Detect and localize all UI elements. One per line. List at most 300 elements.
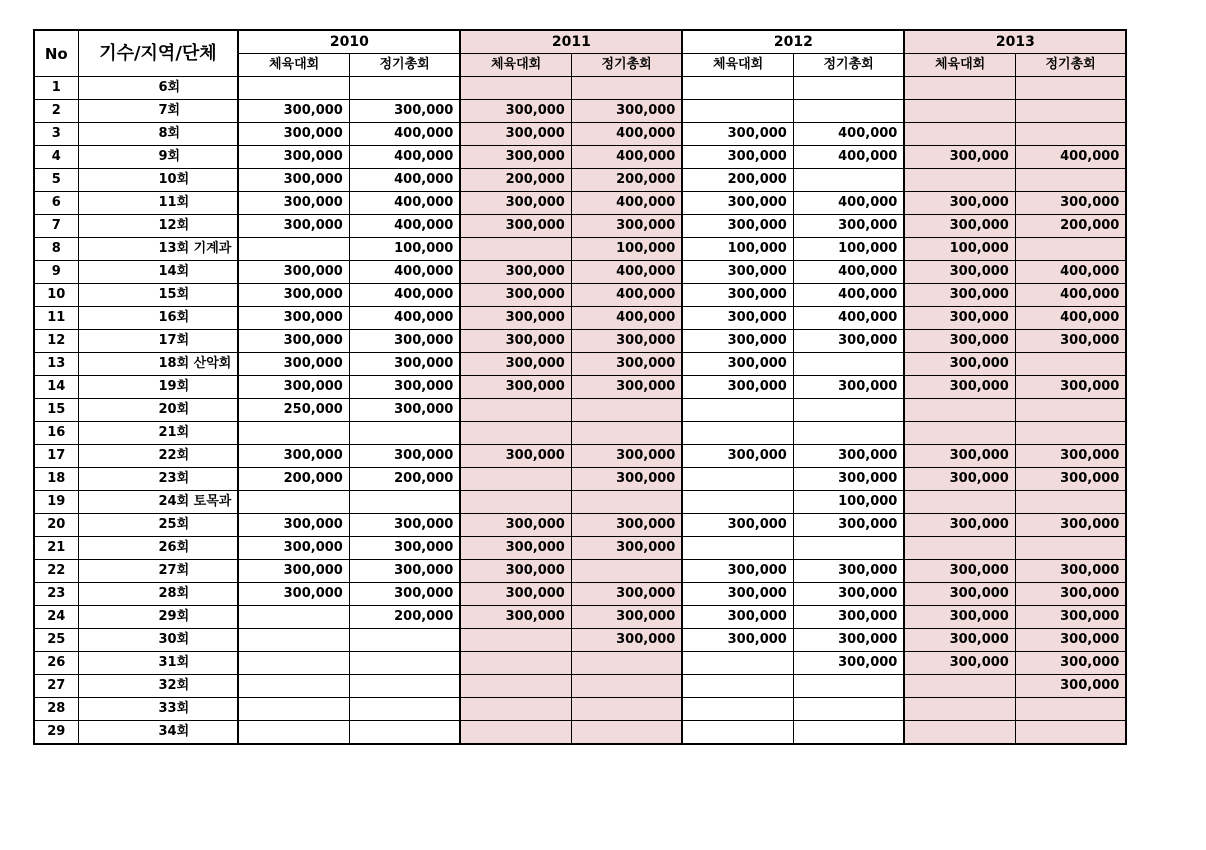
general-meeting-amount [793, 169, 904, 192]
sports-day-amount: 300,000 [904, 629, 1015, 652]
general-meeting-amount [1015, 238, 1126, 261]
group-name: 11회 [78, 192, 238, 215]
general-meeting-amount: 400,000 [1015, 307, 1126, 330]
general-meeting-amount: 300,000 [349, 560, 460, 583]
sports-day-amount: 300,000 [682, 514, 793, 537]
row-number: 24 [34, 606, 78, 629]
row-number: 10 [34, 284, 78, 307]
sports-day-amount: 300,000 [682, 192, 793, 215]
sports-day-amount: 300,000 [238, 284, 349, 307]
general-meeting-amount: 300,000 [571, 468, 682, 491]
group-name: 26회 [78, 537, 238, 560]
sports-day-amount: 300,000 [682, 353, 793, 376]
sports-day-amount: 300,000 [904, 330, 1015, 353]
group-name: 22회 [78, 445, 238, 468]
sports-day-amount [682, 399, 793, 422]
row-number: 2 [34, 100, 78, 123]
group-header: 기수/지역/단체 [78, 30, 238, 77]
general-meeting-amount: 400,000 [793, 123, 904, 146]
general-meeting-amount: 300,000 [793, 652, 904, 675]
sports-day-amount: 300,000 [460, 330, 571, 353]
general-meeting-amount [793, 399, 904, 422]
general-meeting-amount [1015, 100, 1126, 123]
row-number: 6 [34, 192, 78, 215]
sports-day-amount: 300,000 [238, 583, 349, 606]
table-row [34, 399, 1126, 422]
event-header-sports: 체육대회 [238, 54, 349, 77]
sports-day-amount: 300,000 [682, 560, 793, 583]
general-meeting-amount [1015, 721, 1126, 745]
general-meeting-amount [571, 399, 682, 422]
row-number: 12 [34, 330, 78, 353]
sports-day-amount [238, 698, 349, 721]
sports-day-amount: 300,000 [682, 215, 793, 238]
table-row [34, 606, 1126, 629]
sports-day-amount: 300,000 [460, 192, 571, 215]
general-meeting-amount [349, 629, 460, 652]
table-row [34, 445, 1126, 468]
year-header-2013: 2013 [904, 30, 1126, 54]
sports-day-amount: 300,000 [238, 307, 349, 330]
sports-day-amount: 300,000 [904, 353, 1015, 376]
sports-day-amount: 300,000 [238, 169, 349, 192]
sports-day-amount: 250,000 [238, 399, 349, 422]
row-number: 22 [34, 560, 78, 583]
general-meeting-amount: 400,000 [349, 307, 460, 330]
general-meeting-amount: 300,000 [793, 468, 904, 491]
general-meeting-amount: 300,000 [1015, 192, 1126, 215]
sports-day-amount [904, 77, 1015, 100]
general-meeting-amount: 300,000 [793, 514, 904, 537]
sports-day-amount [904, 169, 1015, 192]
general-meeting-amount: 400,000 [349, 192, 460, 215]
group-name: 17회 [78, 330, 238, 353]
general-meeting-amount [571, 675, 682, 698]
sports-day-amount: 300,000 [682, 330, 793, 353]
group-name: 16회 [78, 307, 238, 330]
general-meeting-amount [793, 422, 904, 445]
general-meeting-amount: 300,000 [349, 399, 460, 422]
general-meeting-amount: 300,000 [793, 583, 904, 606]
general-meeting-amount: 300,000 [571, 537, 682, 560]
general-meeting-amount [349, 698, 460, 721]
row-number: 26 [34, 652, 78, 675]
header-row-years [34, 30, 1126, 54]
general-meeting-amount [1015, 123, 1126, 146]
row-number: 15 [34, 399, 78, 422]
sports-day-amount: 300,000 [682, 307, 793, 330]
general-meeting-amount: 300,000 [1015, 606, 1126, 629]
general-meeting-amount: 100,000 [571, 238, 682, 261]
row-number: 16 [34, 422, 78, 445]
sports-day-amount [460, 721, 571, 745]
sports-day-amount: 100,000 [682, 238, 793, 261]
general-meeting-amount [571, 560, 682, 583]
group-name: 31회 [78, 652, 238, 675]
sports-day-amount [682, 77, 793, 100]
general-meeting-amount: 300,000 [571, 100, 682, 123]
table-row [34, 100, 1126, 123]
general-meeting-amount: 400,000 [793, 307, 904, 330]
general-meeting-amount [571, 721, 682, 745]
table-row [34, 169, 1126, 192]
sports-day-amount: 300,000 [904, 146, 1015, 169]
sports-day-amount: 300,000 [904, 445, 1015, 468]
sports-day-amount [904, 721, 1015, 745]
general-meeting-amount [793, 77, 904, 100]
general-meeting-amount: 400,000 [349, 169, 460, 192]
sports-day-amount [460, 629, 571, 652]
sports-day-amount: 300,000 [682, 123, 793, 146]
table-row [34, 284, 1126, 307]
sports-day-amount [682, 468, 793, 491]
group-name: 28회 [78, 583, 238, 606]
sports-day-amount: 300,000 [682, 284, 793, 307]
sports-day-amount: 300,000 [904, 560, 1015, 583]
sports-day-amount: 300,000 [460, 261, 571, 284]
sports-day-amount: 300,000 [460, 353, 571, 376]
general-meeting-amount [349, 721, 460, 745]
sports-day-amount [460, 238, 571, 261]
row-number: 17 [34, 445, 78, 468]
sports-day-amount: 300,000 [904, 376, 1015, 399]
general-meeting-amount [349, 675, 460, 698]
sports-day-amount: 300,000 [904, 514, 1015, 537]
sports-day-amount: 300,000 [238, 353, 349, 376]
sports-day-amount: 300,000 [682, 261, 793, 284]
sports-day-amount [904, 123, 1015, 146]
sports-day-amount [904, 399, 1015, 422]
group-name: 23회 [78, 468, 238, 491]
row-number: 7 [34, 215, 78, 238]
sports-day-amount: 300,000 [682, 445, 793, 468]
sports-day-amount [238, 238, 349, 261]
sports-day-amount: 300,000 [238, 514, 349, 537]
general-meeting-amount [1015, 698, 1126, 721]
general-meeting-amount [571, 77, 682, 100]
general-meeting-amount: 300,000 [571, 445, 682, 468]
sports-day-amount: 300,000 [904, 468, 1015, 491]
general-meeting-amount [349, 77, 460, 100]
table-row [34, 261, 1126, 284]
year-header-2010: 2010 [238, 30, 460, 54]
row-number: 21 [34, 537, 78, 560]
general-meeting-amount: 300,000 [1015, 652, 1126, 675]
general-meeting-amount: 200,000 [349, 606, 460, 629]
contribution-table [33, 29, 1127, 745]
sports-day-amount: 300,000 [904, 606, 1015, 629]
sports-day-amount [460, 675, 571, 698]
sports-day-amount: 300,000 [460, 583, 571, 606]
sports-day-amount [682, 422, 793, 445]
sports-day-amount [904, 100, 1015, 123]
group-name: 20회 [78, 399, 238, 422]
sports-day-amount [682, 675, 793, 698]
sports-day-amount [238, 721, 349, 745]
general-meeting-amount: 300,000 [349, 514, 460, 537]
table-row [34, 330, 1126, 353]
row-number: 20 [34, 514, 78, 537]
event-header-assembly: 정기총회 [793, 54, 904, 77]
general-meeting-amount [349, 422, 460, 445]
row-number: 3 [34, 123, 78, 146]
general-meeting-amount: 400,000 [571, 192, 682, 215]
table-row [34, 491, 1126, 514]
general-meeting-amount [571, 491, 682, 514]
sports-day-amount [904, 491, 1015, 514]
sports-day-amount [460, 491, 571, 514]
sports-day-amount [460, 468, 571, 491]
sports-day-amount: 300,000 [460, 123, 571, 146]
sports-day-amount [904, 537, 1015, 560]
general-meeting-amount [1015, 169, 1126, 192]
row-number: 13 [34, 353, 78, 376]
general-meeting-amount: 200,000 [349, 468, 460, 491]
group-name: 21회 [78, 422, 238, 445]
event-header-assembly: 정기총회 [571, 54, 682, 77]
general-meeting-amount: 300,000 [793, 629, 904, 652]
row-number: 4 [34, 146, 78, 169]
general-meeting-amount: 400,000 [571, 146, 682, 169]
general-meeting-amount: 300,000 [571, 330, 682, 353]
general-meeting-amount: 300,000 [349, 100, 460, 123]
general-meeting-amount: 400,000 [349, 146, 460, 169]
sports-day-amount [238, 606, 349, 629]
group-name: 30회 [78, 629, 238, 652]
table-row [34, 123, 1126, 146]
sports-day-amount [460, 652, 571, 675]
row-number: 8 [34, 238, 78, 261]
group-name: 9회 [78, 146, 238, 169]
general-meeting-amount: 400,000 [1015, 146, 1126, 169]
group-name: 27회 [78, 560, 238, 583]
table-row [34, 146, 1126, 169]
general-meeting-amount [1015, 537, 1126, 560]
sports-day-amount [238, 422, 349, 445]
sports-day-amount: 300,000 [238, 215, 349, 238]
general-meeting-amount: 300,000 [793, 376, 904, 399]
sports-day-amount [238, 652, 349, 675]
general-meeting-amount: 300,000 [1015, 675, 1126, 698]
table-row [34, 238, 1126, 261]
sports-day-amount: 300,000 [238, 123, 349, 146]
sports-day-amount: 200,000 [460, 169, 571, 192]
group-name: 7회 [78, 100, 238, 123]
general-meeting-amount [793, 100, 904, 123]
general-meeting-amount: 300,000 [793, 560, 904, 583]
sports-day-amount [682, 491, 793, 514]
general-meeting-amount: 400,000 [571, 123, 682, 146]
general-meeting-amount [349, 652, 460, 675]
group-name: 10회 [78, 169, 238, 192]
general-meeting-amount: 100,000 [793, 491, 904, 514]
table-row [34, 192, 1126, 215]
group-name: 34회 [78, 721, 238, 745]
event-header-sports: 체육대회 [460, 54, 571, 77]
general-meeting-amount [1015, 77, 1126, 100]
row-number: 9 [34, 261, 78, 284]
sports-day-amount: 100,000 [904, 238, 1015, 261]
row-number: 19 [34, 491, 78, 514]
sports-day-amount: 200,000 [238, 468, 349, 491]
sports-day-amount: 300,000 [682, 629, 793, 652]
row-number: 18 [34, 468, 78, 491]
sports-day-amount: 300,000 [238, 445, 349, 468]
sports-day-amount: 300,000 [904, 307, 1015, 330]
group-name: 8회 [78, 123, 238, 146]
group-name: 19회 [78, 376, 238, 399]
general-meeting-amount: 100,000 [349, 238, 460, 261]
sports-day-amount: 300,000 [238, 146, 349, 169]
sports-day-amount [238, 675, 349, 698]
row-number: 27 [34, 675, 78, 698]
sports-day-amount [238, 629, 349, 652]
sports-day-amount: 300,000 [682, 606, 793, 629]
sports-day-amount: 300,000 [460, 606, 571, 629]
sports-day-amount [460, 399, 571, 422]
table-row [34, 422, 1126, 445]
general-meeting-amount [793, 353, 904, 376]
sports-day-amount: 300,000 [238, 100, 349, 123]
sports-day-amount: 300,000 [682, 376, 793, 399]
table-row [34, 675, 1126, 698]
general-meeting-amount: 300,000 [1015, 629, 1126, 652]
general-meeting-amount: 300,000 [571, 353, 682, 376]
general-meeting-amount [571, 698, 682, 721]
sports-day-amount: 300,000 [682, 583, 793, 606]
general-meeting-amount: 300,000 [349, 537, 460, 560]
general-meeting-amount: 400,000 [349, 215, 460, 238]
general-meeting-amount: 400,000 [793, 261, 904, 284]
general-meeting-amount: 300,000 [1015, 330, 1126, 353]
sports-day-amount: 300,000 [460, 445, 571, 468]
row-number: 23 [34, 583, 78, 606]
sports-day-amount [238, 491, 349, 514]
sports-day-amount: 300,000 [238, 376, 349, 399]
group-name: 18회 산악회 [78, 353, 238, 376]
general-meeting-amount: 200,000 [1015, 215, 1126, 238]
sports-day-amount [238, 77, 349, 100]
general-meeting-amount: 300,000 [1015, 560, 1126, 583]
table-row [34, 77, 1126, 100]
table-row [34, 583, 1126, 606]
group-name: 13회 기계과 [78, 238, 238, 261]
general-meeting-amount: 300,000 [793, 215, 904, 238]
row-number: 28 [34, 698, 78, 721]
row-number: 29 [34, 721, 78, 745]
sports-day-amount: 300,000 [238, 537, 349, 560]
row-number: 14 [34, 376, 78, 399]
sports-day-amount [460, 422, 571, 445]
sports-day-amount: 300,000 [682, 146, 793, 169]
general-meeting-amount: 300,000 [349, 445, 460, 468]
general-meeting-amount: 400,000 [571, 307, 682, 330]
group-name: 29회 [78, 606, 238, 629]
sports-day-amount: 300,000 [904, 284, 1015, 307]
table-row [34, 629, 1126, 652]
sports-day-amount: 300,000 [238, 261, 349, 284]
table-row [34, 560, 1126, 583]
general-meeting-amount [793, 537, 904, 560]
sports-day-amount: 200,000 [682, 169, 793, 192]
general-meeting-amount: 300,000 [571, 376, 682, 399]
general-meeting-amount [1015, 353, 1126, 376]
general-meeting-amount [793, 721, 904, 745]
sports-day-amount: 300,000 [460, 100, 571, 123]
general-meeting-amount: 400,000 [1015, 284, 1126, 307]
no-header: No [34, 30, 78, 77]
sports-day-amount [904, 422, 1015, 445]
sports-day-amount: 300,000 [460, 284, 571, 307]
general-meeting-amount [571, 422, 682, 445]
table-row [34, 514, 1126, 537]
sports-day-amount [460, 77, 571, 100]
general-meeting-amount: 300,000 [349, 376, 460, 399]
general-meeting-amount: 300,000 [571, 514, 682, 537]
sports-day-amount [460, 698, 571, 721]
general-meeting-amount: 300,000 [571, 215, 682, 238]
sports-day-amount: 300,000 [460, 560, 571, 583]
general-meeting-amount [1015, 491, 1126, 514]
table-row [34, 537, 1126, 560]
sports-day-amount: 300,000 [904, 261, 1015, 284]
sports-day-amount: 300,000 [904, 215, 1015, 238]
general-meeting-amount: 400,000 [571, 284, 682, 307]
general-meeting-amount: 300,000 [1015, 514, 1126, 537]
general-meeting-amount [793, 698, 904, 721]
general-meeting-amount: 400,000 [793, 284, 904, 307]
table-row [34, 307, 1126, 330]
general-meeting-amount: 400,000 [1015, 261, 1126, 284]
general-meeting-amount: 300,000 [793, 330, 904, 353]
sports-day-amount [682, 537, 793, 560]
sports-day-amount: 300,000 [460, 537, 571, 560]
sports-day-amount: 300,000 [238, 192, 349, 215]
sports-day-amount: 300,000 [904, 583, 1015, 606]
general-meeting-amount [349, 491, 460, 514]
general-meeting-amount [571, 652, 682, 675]
general-meeting-amount: 300,000 [571, 629, 682, 652]
general-meeting-amount [793, 675, 904, 698]
general-meeting-amount: 400,000 [349, 123, 460, 146]
general-meeting-amount: 400,000 [793, 146, 904, 169]
sports-day-amount: 300,000 [460, 307, 571, 330]
sports-day-amount: 300,000 [238, 560, 349, 583]
general-meeting-amount: 400,000 [571, 261, 682, 284]
general-meeting-amount: 400,000 [349, 261, 460, 284]
group-name: 32회 [78, 675, 238, 698]
sports-day-amount [682, 698, 793, 721]
table-row [34, 721, 1126, 745]
general-meeting-amount: 100,000 [793, 238, 904, 261]
row-number: 11 [34, 307, 78, 330]
group-name: 12회 [78, 215, 238, 238]
sports-day-amount: 300,000 [460, 215, 571, 238]
table-row [34, 215, 1126, 238]
general-meeting-amount: 300,000 [349, 583, 460, 606]
year-header-2011: 2011 [460, 30, 682, 54]
sports-day-amount [904, 698, 1015, 721]
general-meeting-amount [1015, 399, 1126, 422]
event-header-assembly: 정기총회 [1015, 54, 1126, 77]
event-header-sports: 체육대회 [682, 54, 793, 77]
general-meeting-amount: 400,000 [793, 192, 904, 215]
table-row [34, 468, 1126, 491]
general-meeting-amount: 400,000 [349, 284, 460, 307]
group-name: 25회 [78, 514, 238, 537]
general-meeting-amount: 300,000 [1015, 445, 1126, 468]
sports-day-amount: 300,000 [238, 330, 349, 353]
